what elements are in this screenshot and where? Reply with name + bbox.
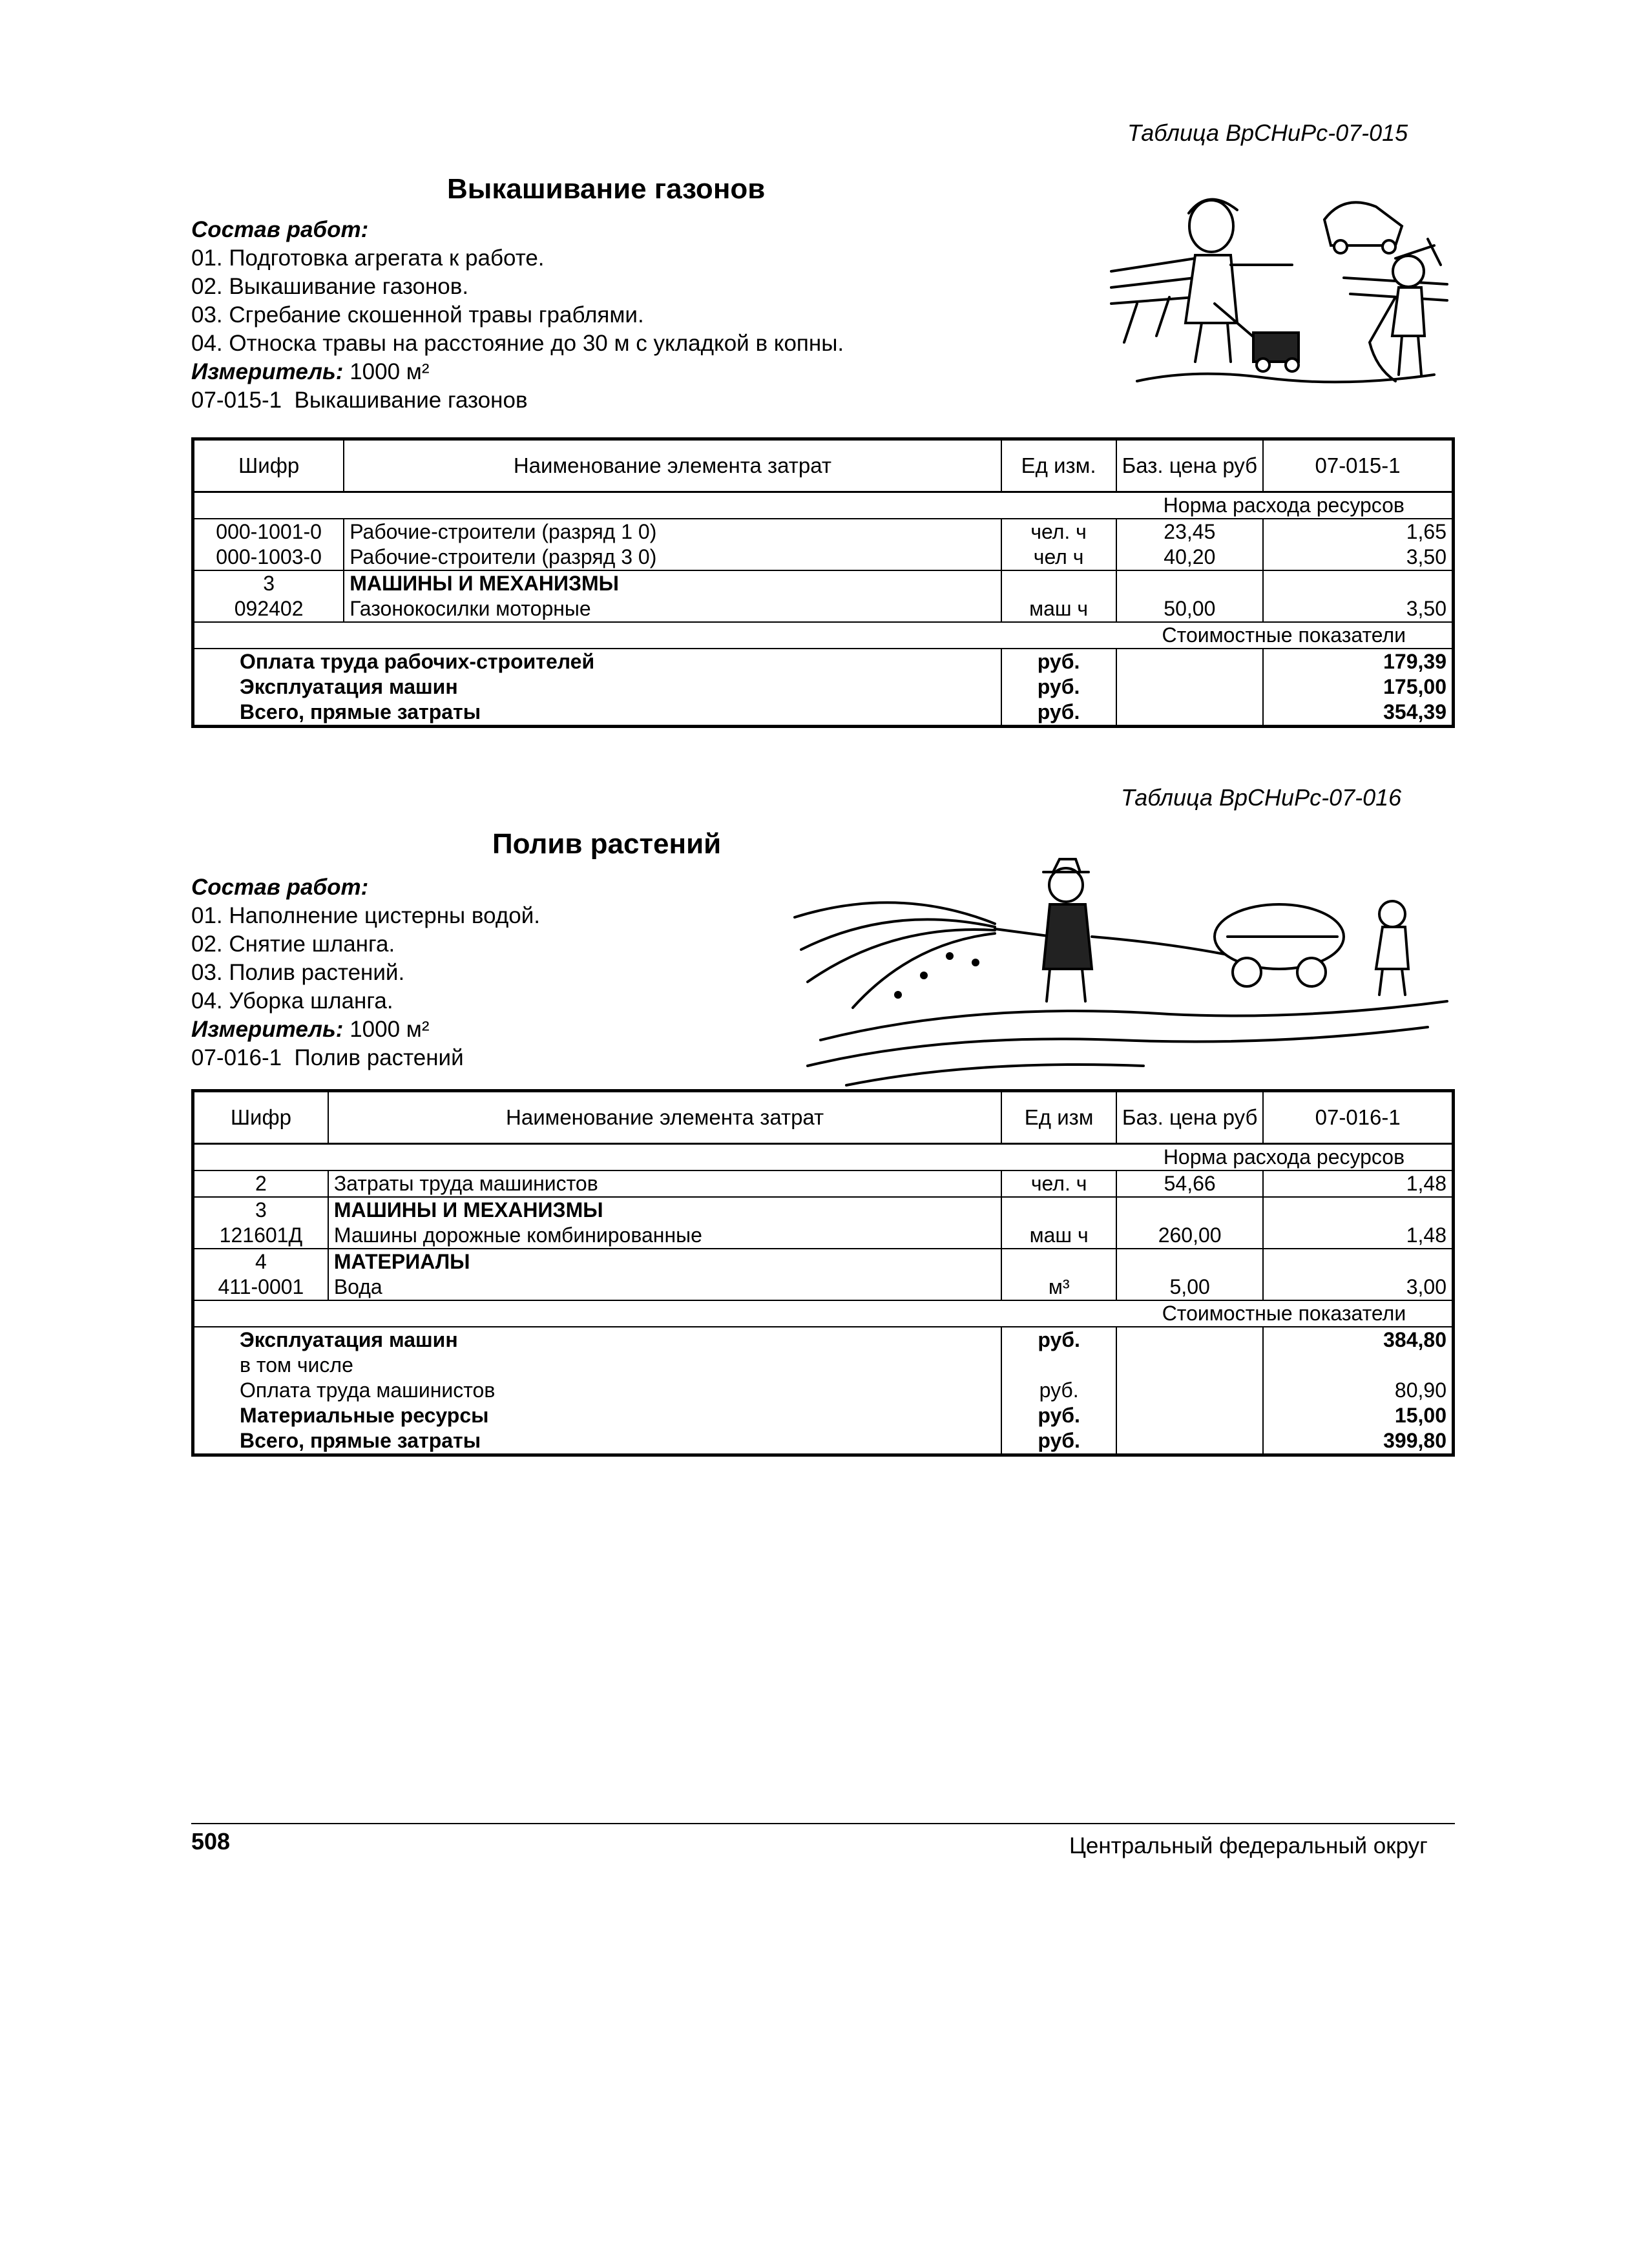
code-line: 07-015-1 Выкашивание газонов — [191, 388, 528, 413]
cost-label: Стоимостные показатели — [1116, 622, 1454, 649]
row-code: 411-0001 — [193, 1274, 328, 1300]
cost-name: Всего, прямые затраты — [193, 1428, 1002, 1455]
row-code: 121601Д — [193, 1223, 328, 1249]
row-price: 5,00 — [1116, 1274, 1264, 1300]
table-row — [193, 1170, 1454, 1197]
row-code: 4 — [193, 1249, 328, 1274]
cost-row — [193, 649, 1454, 674]
cost-unit: руб. — [1001, 674, 1116, 700]
row-unit: чел. ч — [1001, 1170, 1116, 1197]
cost-value: 354,39 — [1263, 700, 1453, 727]
row-unit: маш ч — [1001, 596, 1116, 622]
cost-value — [1263, 1353, 1453, 1378]
row-name: Вода — [328, 1274, 1002, 1300]
row-unit: чел ч — [1001, 545, 1116, 570]
work-step: 03. Полив растений. — [191, 960, 405, 985]
row-name: МАШИНЫ И МЕХАНИЗМЫ — [328, 1197, 1002, 1223]
cost-name: Эксплуатация машин — [193, 1327, 1002, 1353]
composition-label: Состав работ: — [191, 875, 369, 900]
row-unit: маш ч — [1001, 1223, 1116, 1249]
cost-row — [193, 700, 1454, 727]
work-step: 04. Относка травы на расстояние до 30 м с укладкой в копны. — [191, 331, 844, 356]
page-number: 508 — [191, 1828, 231, 1855]
work-composition — [191, 873, 540, 1072]
row-code: 2 — [193, 1170, 328, 1197]
row-value: 1,48 — [1263, 1223, 1453, 1249]
table-row — [193, 545, 1454, 570]
cost-unit: руб. — [1001, 1327, 1116, 1353]
cost-value: 384,80 — [1263, 1327, 1453, 1353]
row-price: 260,00 — [1116, 1223, 1264, 1249]
cost-label: Стоимостные показатели — [1116, 1300, 1454, 1327]
work-step: 04. Уборка шланга. — [191, 988, 393, 1014]
table-row — [193, 1274, 1454, 1300]
row-value: 1,65 — [1263, 519, 1453, 545]
cost-name: Эксплуатация машин — [193, 674, 1001, 700]
row-price: 23,45 — [1116, 519, 1264, 545]
header-column: 07-015-1 — [1263, 439, 1453, 492]
resource-norm-table — [191, 437, 1455, 728]
row-code: 092402 — [193, 596, 344, 622]
norm-label: Норма расхода ресурсов — [1116, 492, 1454, 519]
cost-unit: руб. — [1001, 1428, 1116, 1455]
row-name: Затраты труда машинистов — [328, 1170, 1002, 1197]
row-value: 3,50 — [1263, 596, 1453, 622]
cost-row — [193, 1403, 1454, 1428]
cost-value: 80,90 — [1263, 1378, 1453, 1403]
work-step: 03. Сгребание скошенной травы граблями. — [191, 302, 644, 328]
cost-value: 15,00 — [1263, 1403, 1453, 1428]
cost-row — [193, 674, 1454, 700]
measure-line — [191, 1015, 540, 1044]
table-row — [193, 596, 1454, 622]
row-name: МАТЕРИАЛЫ — [328, 1249, 1002, 1274]
header-code: Шифр — [193, 439, 344, 492]
cost-value: 175,00 — [1263, 674, 1453, 700]
header-price: Баз. цена руб — [1116, 439, 1264, 492]
cost-row — [193, 1428, 1454, 1455]
cost-unit — [1001, 1353, 1116, 1378]
row-name: Рабочие-строители (разряд 1 0) — [344, 519, 1001, 545]
row-name: Газонокосилки моторные — [344, 596, 1001, 622]
row-code: 000-1003-0 — [193, 545, 344, 570]
measure-value: 1000 м² — [350, 1017, 430, 1042]
work-step: 02. Выкашивание газонов. — [191, 274, 469, 299]
row-price: 54,66 — [1116, 1170, 1264, 1197]
cost-row — [193, 1378, 1454, 1403]
composition-label: Состав работ: — [191, 217, 369, 242]
measure-value: 1000 м² — [350, 359, 430, 384]
cost-unit: руб. — [1001, 1378, 1116, 1403]
header-code: Шифр — [193, 1091, 328, 1144]
measure-label: Измеритель: — [191, 1017, 344, 1042]
row-name: Машины дорожные комбинированные — [328, 1223, 1002, 1249]
cost-name: в том числе — [193, 1353, 1002, 1378]
row-value: 3,00 — [1263, 1274, 1453, 1300]
cost-row — [193, 1327, 1454, 1353]
row-price: 50,00 — [1116, 596, 1264, 622]
cost-value: 179,39 — [1263, 649, 1453, 674]
cost-unit: руб. — [1001, 1403, 1116, 1428]
lawn-mowing-illustration — [1098, 174, 1460, 394]
header-price: Баз. цена руб — [1116, 1091, 1264, 1144]
row-name: МАШИНЫ И МЕХАНИЗМЫ — [344, 570, 1001, 596]
cost-unit: руб. — [1001, 700, 1116, 727]
section-title: Полив растений — [492, 828, 722, 860]
row-value: 3,50 — [1263, 545, 1453, 570]
measure-line — [191, 358, 844, 386]
watering-illustration — [782, 846, 1460, 1092]
table-row — [193, 1223, 1454, 1249]
work-step: 02. Снятие шланга. — [191, 931, 395, 957]
measure-label: Измеритель: — [191, 359, 344, 384]
row-code: 000-1001-0 — [193, 519, 344, 545]
row-code: 3 — [193, 570, 344, 596]
header-unit: Ед изм. — [1001, 439, 1116, 492]
code-line: 07-016-1 Полив растений — [191, 1045, 464, 1070]
row-name: Рабочие-строители (разряд 3 0) — [344, 545, 1001, 570]
work-step: 01. Подготовка агрегата к работе. — [191, 245, 545, 271]
section-title: Выкашивание газонов — [447, 173, 766, 205]
resource-norm-table — [191, 1089, 1455, 1457]
row-unit: м³ — [1001, 1274, 1116, 1300]
header-column: 07-016-1 — [1263, 1091, 1453, 1144]
cost-row — [193, 1353, 1454, 1378]
cost-name: Материальные ресурсы — [193, 1403, 1002, 1428]
table-row — [193, 570, 1454, 596]
table-row — [193, 1197, 1454, 1223]
cost-name: Оплата труда машинистов — [193, 1378, 1002, 1403]
footer-rule — [191, 1823, 1455, 1824]
row-value: 1,48 — [1263, 1170, 1453, 1197]
table-reference: Таблица ВрСНиРс-07-015 — [1127, 120, 1408, 146]
footer-region: Центральный федеральный округ — [1069, 1833, 1428, 1858]
row-unit: чел. ч — [1001, 519, 1116, 545]
header-unit: Ед изм — [1001, 1091, 1116, 1144]
cost-unit: руб. — [1001, 649, 1116, 674]
norm-label: Норма расхода ресурсов — [1116, 1144, 1454, 1171]
cost-name: Всего, прямые затраты — [193, 700, 1001, 727]
header-name: Наименование элемента затрат — [344, 439, 1001, 492]
table-row — [193, 519, 1454, 545]
table-reference: Таблица ВрСНиРс-07-016 — [1121, 784, 1402, 811]
cost-value: 399,80 — [1263, 1428, 1453, 1455]
row-price: 40,20 — [1116, 545, 1264, 570]
table-row — [193, 1249, 1454, 1274]
header-name: Наименование элемента затрат — [328, 1091, 1002, 1144]
cost-name: Оплата труда рабочих-строителей — [193, 649, 1001, 674]
work-step: 01. Наполнение цистерны водой. — [191, 903, 540, 928]
row-code: 3 — [193, 1197, 328, 1223]
work-composition — [191, 216, 844, 415]
